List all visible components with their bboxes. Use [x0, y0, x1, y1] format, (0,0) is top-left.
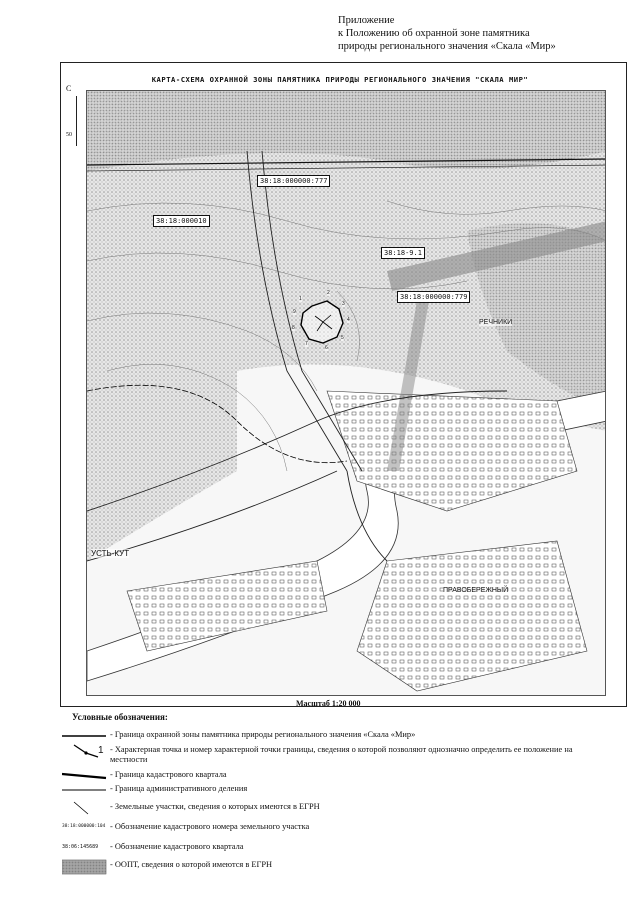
legend-text: - Обозначение кадастрового квартала	[110, 842, 244, 851]
legend-item-quarter-number	[62, 840, 622, 860]
point-number: 2	[327, 290, 330, 296]
place-ust-kut: УСТЬ-КУТ	[91, 549, 130, 558]
cadastral-label-779: 38:18:000000:779	[397, 291, 470, 303]
map-area[interactable]	[86, 90, 606, 696]
point-symbol	[62, 743, 112, 763]
legend-title: Условные обозначения:	[72, 712, 168, 722]
cadastral-label-9-1: 38:18-9.1	[381, 247, 425, 259]
point-number: 6	[325, 345, 328, 351]
cadastral-label-010: 38:18:000010	[153, 215, 210, 227]
legend-text: - ООПТ, сведения о которой имеются в ЕГРН	[110, 860, 273, 869]
legend-text: - Граница административного деления	[110, 784, 248, 793]
point-symbol-number: 1	[98, 745, 104, 756]
header-line-1: Приложение	[338, 15, 395, 26]
cad-number-symbol: 38:18:000000:104	[62, 824, 106, 829]
point-number: 1	[299, 296, 302, 302]
legend-text: - Характерная точка и номер характерной точки границы, сведения о которой позволяют однозначно определить ее положение на местности	[110, 745, 573, 764]
place-pravoberezhny: ПРАВОБЕРЕЖНЫЙ	[443, 587, 509, 594]
north-arrow	[66, 84, 80, 154]
map-canvas	[87, 91, 606, 696]
legend-item-point	[62, 743, 622, 767]
point-number: 3	[342, 301, 345, 307]
point-number: 7	[305, 341, 308, 347]
header-line-3: природы регионального значения «Скала «Мир»	[338, 41, 556, 52]
map-scale: Масштаб 1:20 000	[296, 699, 361, 708]
legend-item-land-plot	[62, 800, 622, 820]
legend-text: - Граница охранной зоны памятника природы регионального значения «Скала «Мир»	[110, 730, 416, 739]
legend-item-oopt	[62, 858, 622, 878]
legend-item-admin-boundary	[62, 782, 622, 802]
legend-text: - Обозначение кадастрового номера земельного участка	[110, 822, 310, 831]
land-plot-symbol	[62, 800, 112, 820]
north-line	[76, 96, 77, 146]
north-scale-label: 50	[66, 132, 72, 138]
place-rechniki: РЕЧНИКИ	[479, 319, 513, 326]
quarter-number-symbol: 38:06:145689	[62, 844, 99, 850]
cadastral-label-777: 38:18:000000:777	[257, 175, 330, 187]
oopt-symbol	[62, 858, 112, 878]
admin-boundary-symbol	[62, 782, 112, 802]
legend-text: - Граница кадастрового квартала	[110, 770, 227, 779]
point-number: 9	[293, 309, 296, 315]
point-number: 8	[292, 325, 295, 331]
north-label: С	[66, 84, 72, 93]
document-header	[338, 14, 628, 53]
map-title: КАРТА-СХЕМА ОХРАННОЙ ЗОНЫ ПАМЯТНИКА ПРИРОДЫ РЕГИОНАЛЬНОГО ЗНАЧЕНИЯ "СКАЛА МИР"	[151, 75, 529, 84]
point-number: 4	[347, 317, 350, 323]
point-number: 5	[341, 335, 344, 341]
legend-item-cad-number	[62, 820, 622, 840]
header-line-2: к Положению об охранной зоне памятника	[338, 28, 530, 39]
legend-text: - Земельные участки, сведения о которых имеются в ЕГРН	[110, 802, 320, 811]
